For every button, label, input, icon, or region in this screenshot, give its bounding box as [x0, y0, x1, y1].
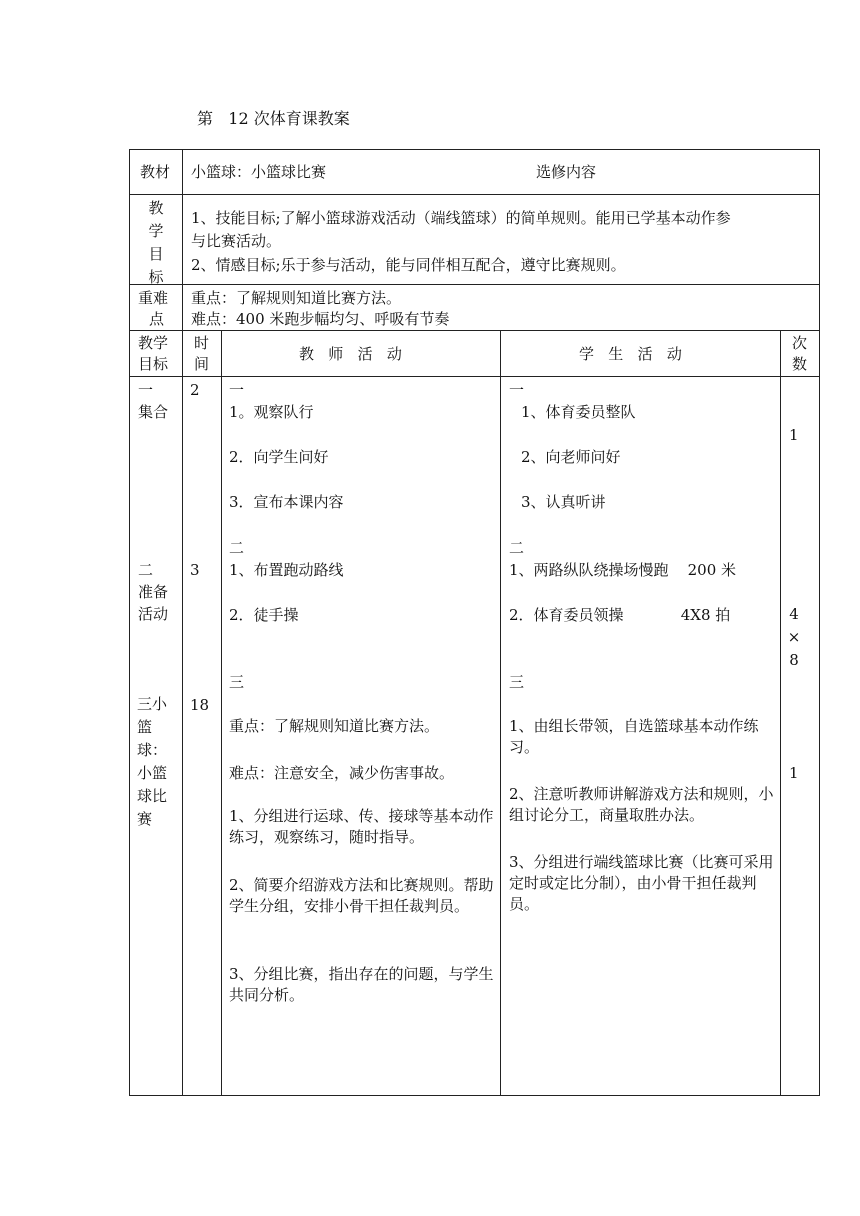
section2-student-item: 1、两路纵队绕操场慢跑 200 米 [509, 561, 737, 579]
header-teacher: 教 师 活 动 [299, 345, 402, 363]
label-zhongnan-2: 点 [149, 310, 165, 328]
section1-teacher-item: 3．宣布本课内容 [229, 493, 344, 511]
section3-student-head: 三 [509, 673, 525, 691]
section2-teacher-head: 二 [229, 539, 245, 557]
section3-student-p1: 1、由组长带领，自选篮球基本动作练习。 [509, 717, 759, 756]
label-jiaoxue-mubiao: 教 学 目 标 [148, 199, 164, 286]
section1-time: 2 [190, 381, 200, 399]
nandian-text: 难点：400 米跑步幅均匀、呼吸有节奏 [191, 310, 450, 328]
section3-label: 三小 篮 球： 小篮 球比 赛 [137, 695, 168, 828]
jiaocai-content: 小篮球：小篮球比赛 [191, 163, 327, 181]
mubiao-line-1: 1、技能目标;了解小篮球游戏活动（端线篮球）的简单规则。能用已学基本动作参 [191, 209, 731, 227]
section2-label-num: 二 [138, 561, 154, 579]
jiaocai-extra: 选修内容 [536, 163, 597, 181]
section1-student-item: 1、体育委员整队 [521, 403, 636, 421]
section1-label-num: 一 [138, 381, 154, 399]
section2-label-name1: 准备 [138, 583, 169, 601]
label-jiaocai: 教材 [140, 163, 171, 181]
section3-teacher-p2: 难点：注意安全，减少伤害事故。 [229, 764, 455, 782]
section3-teacher-head: 三 [229, 673, 245, 691]
header-col1-line2: 目标 [138, 355, 169, 373]
section1-label-name: 集合 [138, 403, 169, 421]
section1-student-item: 3、认真听讲 [521, 493, 606, 511]
section3-teacher-p1: 重点：了解规则知道比赛方法。 [229, 717, 440, 735]
section3-student-p2: 2、注意听教师讲解游戏方法和规则，小组讨论分工，商量取胜办法。 [509, 785, 774, 824]
section3-time: 18 [190, 696, 210, 714]
section2-student-item: 2．体育委员领操 4X8 拍 [509, 606, 731, 624]
section2-label-name2: 活动 [138, 605, 169, 623]
section1-student-item: 2、向老师问好 [521, 448, 621, 466]
section1-count: 1 [789, 426, 799, 444]
section2-teacher-item: 1、布置跑动路线 [229, 561, 344, 579]
section3-count: 1 [789, 764, 799, 782]
mubiao-line-2: 与比赛活动。 [191, 232, 282, 250]
section3-student-p3: 3、分组进行端线篮球比赛（比赛可采用定时或定比分制），由小骨干担任裁判员。 [509, 853, 774, 913]
header-col1-line1: 教学 [138, 334, 169, 352]
header-col2-line2: 间 [194, 355, 210, 373]
header-col5-line1: 次 [792, 334, 808, 352]
section3-teacher-p4: 2、简要介绍游戏方法和比赛规则。帮助学生分组，安排小骨干担任裁判员。 [229, 876, 494, 915]
section2-count: 4 × 8 [787, 605, 801, 669]
section1-teacher-item: 2．向学生问好 [229, 448, 329, 466]
section2-time: 3 [190, 561, 200, 579]
zhongdian-text: 重点：了解规则知道比赛方法。 [191, 289, 402, 307]
section1-student-head: 一 [509, 381, 525, 399]
mubiao-line-3: 2、情感目标;乐于参与活动，能与同伴相互配合，遵守比赛规则。 [191, 256, 626, 274]
header-student: 学 生 活 动 [579, 345, 682, 363]
header-col2-line1: 时 [194, 334, 210, 352]
section3-teacher-p3: 1、分组进行运球、传、接球等基本动作练习，观察练习，随时指导。 [229, 807, 494, 846]
page-title: 第 12 次体育课教案 [197, 109, 350, 128]
section2-teacher-item: 2．徒手操 [229, 606, 299, 624]
section1-teacher-head: 一 [229, 381, 245, 399]
header-col5-line2: 数 [792, 355, 808, 373]
section3-teacher-p5: 3、分组比赛，指出存在的问题，与学生共同分析。 [229, 965, 494, 1004]
section2-student-head: 二 [509, 539, 525, 557]
section1-teacher-item: 1。观察队行 [229, 403, 314, 421]
label-zhongnan-1: 重难 [138, 289, 169, 307]
